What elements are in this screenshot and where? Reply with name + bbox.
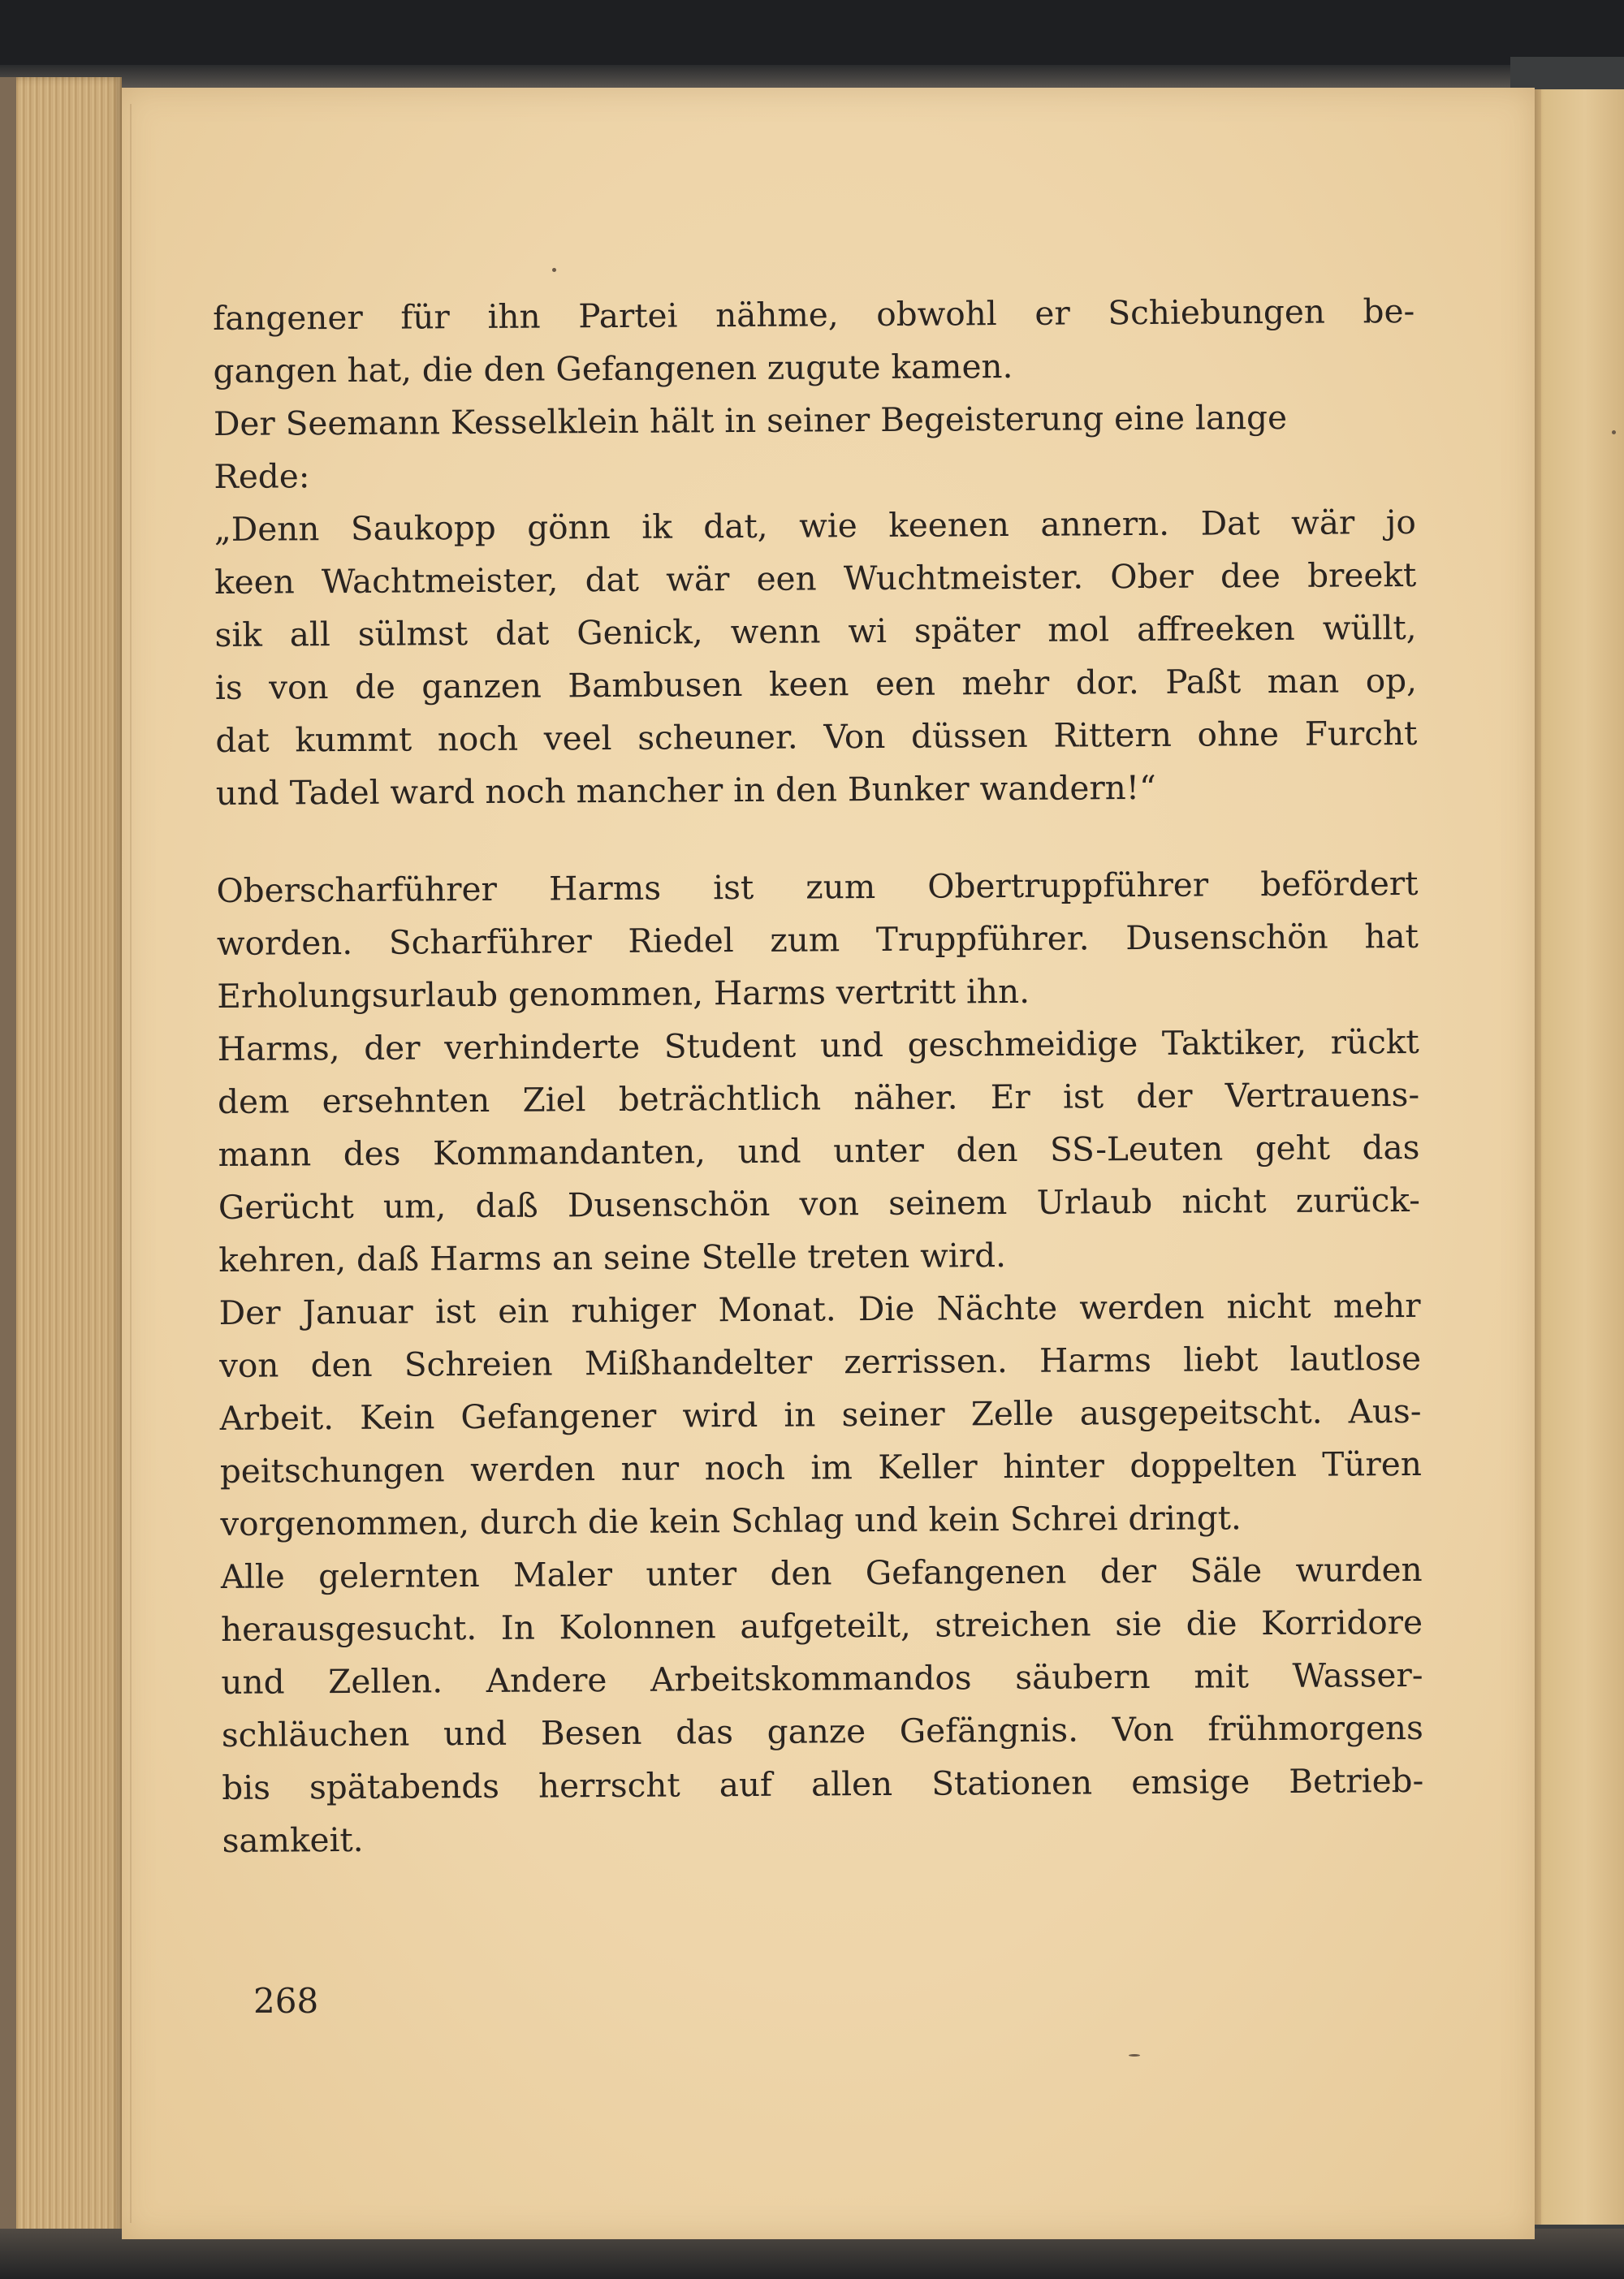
text-line: peitschungen werden nur noch im Keller hinter doppelten Türen	[219, 1444, 1422, 1491]
text-line: von den Schreien Mißhandelter zerrissen. Harms liebt lautlose	[218, 1338, 1422, 1385]
top-shadow	[0, 65, 1624, 89]
section-break	[216, 813, 1418, 865]
page-text	[213, 285, 1424, 1957]
text-line: und Tadel ward noch mancher in den Bunker wandern!“	[215, 767, 1156, 813]
paper-speck	[552, 268, 556, 272]
text-line: dem ersehnten Ziel beträchtlich näher. Er ist der Vertrauens-	[217, 1074, 1420, 1121]
text-line: gangen hat, die den Gefangenen zugute kamen.	[213, 346, 1013, 391]
text-line: Harms, der verhinderte Student und geschmeidige Taktiker, rückt	[217, 1021, 1419, 1068]
left-page-edges	[0, 77, 122, 2237]
facing-page-edge	[1527, 89, 1624, 2225]
page-number: 268	[253, 1981, 319, 2021]
text-line: samkeit.	[222, 1819, 364, 1860]
text-line: Der Januar ist ein ruhiger Monat. Die Nächte werden nicht mehr	[218, 1285, 1421, 1332]
text-line: Rede:	[214, 456, 310, 496]
text-line: keen Wachtmeister, dat wär een Wuchtmeister. Ober dee breekt	[214, 555, 1417, 602]
text-line: kehren, daß Harms an seine Stelle treten wird.	[218, 1236, 1007, 1280]
text-line: Gerücht um, daß Dusenschön von seinem Urlaub nicht zurück-	[218, 1180, 1421, 1227]
text-line: Der Seemann Kesselklein hält in seiner Begeisterung eine lange	[213, 397, 1288, 443]
text-line: is von de ganzen Bambusen keen een mehr dor. Paßt man op,	[214, 660, 1418, 707]
paper-speck	[1129, 2054, 1140, 2057]
left-book-cover-edge	[0, 77, 16, 2237]
text-line: Oberscharführer Harms ist zum Obertruppführer befördert	[216, 863, 1419, 910]
text-line: worden. Scharführer Riedel zum Truppführer. Dusenschön hat	[216, 916, 1419, 963]
text-line: sik all sülmst dat Genick, wenn wi später mol affreeken wüllt,	[214, 607, 1417, 654]
text-line: Alle gelernten Maler unter den Gefangenen der Säle wurden	[220, 1549, 1423, 1596]
text-line: mann des Kommandanten, und unter den SS-Leuten geht das	[218, 1127, 1420, 1174]
paper-speck	[1612, 430, 1616, 434]
text-line: fangener für ihn Partei nähme, obwohl er Schiebungen be-	[213, 291, 1415, 338]
text-line: herausgesucht. In Kolonnen aufgeteilt, streichen sie die Korridore	[220, 1602, 1423, 1649]
text-line: Erholungsurlaub genommen, Harms vertritt ihn.	[217, 971, 1030, 1016]
text-line: vorgenommen, durch die kein Schlag und kein Schrei dringt.	[220, 1498, 1242, 1543]
text-line: bis spätabends herrscht auf allen Stationen emsige Betrieb-	[222, 1760, 1424, 1807]
text-line: und Zellen. Andere Arbeitskommandos säubern mit Wasser-	[221, 1655, 1423, 1702]
text-line: Arbeit. Kein Gefangener wird in seiner Zelle ausgepeitscht. Aus-	[219, 1391, 1422, 1438]
text-line: „Denn Saukopp gönn ik dat, wie keenen annern. Dat wär jo	[214, 502, 1416, 549]
text-line: dat kummt noch veel scheuner. Von düssen Rittern ohne Furcht	[215, 713, 1418, 760]
text-line: schläuchen und Besen das ganze Gefängnis. Von frühmorgens	[221, 1707, 1423, 1755]
